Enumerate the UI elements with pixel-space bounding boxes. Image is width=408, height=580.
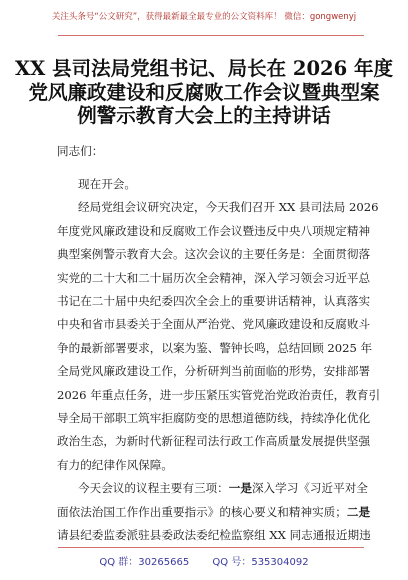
- footer-qq-group: QQ 群：30265665: [99, 557, 190, 568]
- title-line-1: XX 县司法局党组书记、局长在 2026 年度: [15, 57, 393, 80]
- body-line: 有力的纪律作风保障。: [57, 457, 173, 472]
- body-line: 2026 年重点任务，进一步压紧压实管党治党政治责任，教育引: [57, 387, 381, 402]
- footer-divider: [58, 547, 364, 548]
- salutation: 同志们：: [57, 144, 104, 158]
- body-line: 中央和省市县委关于全面从严治党、党风廉政建设和反腐败斗: [57, 317, 371, 332]
- body-line: 实党的二十大和二十届历次全会精神，深入学习领会习近平总: [57, 270, 371, 285]
- body-line: 年度党风廉政建设和反腐败工作会议暨违反中央八项规定精神: [57, 223, 371, 238]
- body-line: 请县纪委监委派驻县委政法委纪检监察组 XX 同志通报近期违: [57, 528, 371, 542]
- body-line: 面依法治国工作作出重要指示》的核心要义和精神实质；二是: [57, 504, 371, 519]
- footer-qq-number: QQ 号：535304092: [212, 557, 309, 568]
- body-line: 争的最新部署要求，以案为鉴、警钟长鸣，总结回顾 2025 年: [57, 340, 373, 355]
- body-line: 政治生态，为新时代新征程司法行政工作高质量发展提供坚强: [57, 434, 371, 449]
- footer-contacts: [0, 553, 408, 568]
- header-banner: [0, 0, 408, 38]
- body-line: 现在开会。: [78, 177, 136, 191]
- body-line: 导全局干部职工筑牢拒腐防变的思想道德防线，持续净化优化: [57, 411, 371, 425]
- title-line-3: 例警示教育大会上的主持讲话: [77, 104, 331, 127]
- header-divider: [58, 35, 364, 36]
- document-title: [0, 57, 408, 128]
- title-line-2: 党风廉政建设和反腐败工作会议暨典型案: [28, 80, 380, 104]
- body-line: 全局党风廉政建设工作，分析研判当前面临的形势，安排部署: [57, 364, 371, 379]
- body-line: 经局党组会议研究决定，今天我们召开 XX 县司法局 2026: [78, 200, 379, 215]
- body-line: 今天会议的议程主要有三项：一是深入学习《习近平对全: [78, 481, 368, 496]
- body-line: 典型案例警示教育大会。这次会议的主要任务是：全面贯彻落: [57, 247, 371, 262]
- header-notice: 关注头条号“公文研究”，获得最新最全最专业的公文资料库！ 微信：gongwenyj: [51, 12, 357, 22]
- body-line: 书记在二十届中央纪委四次全会上的重要讲话精神，认真落实: [57, 294, 371, 308]
